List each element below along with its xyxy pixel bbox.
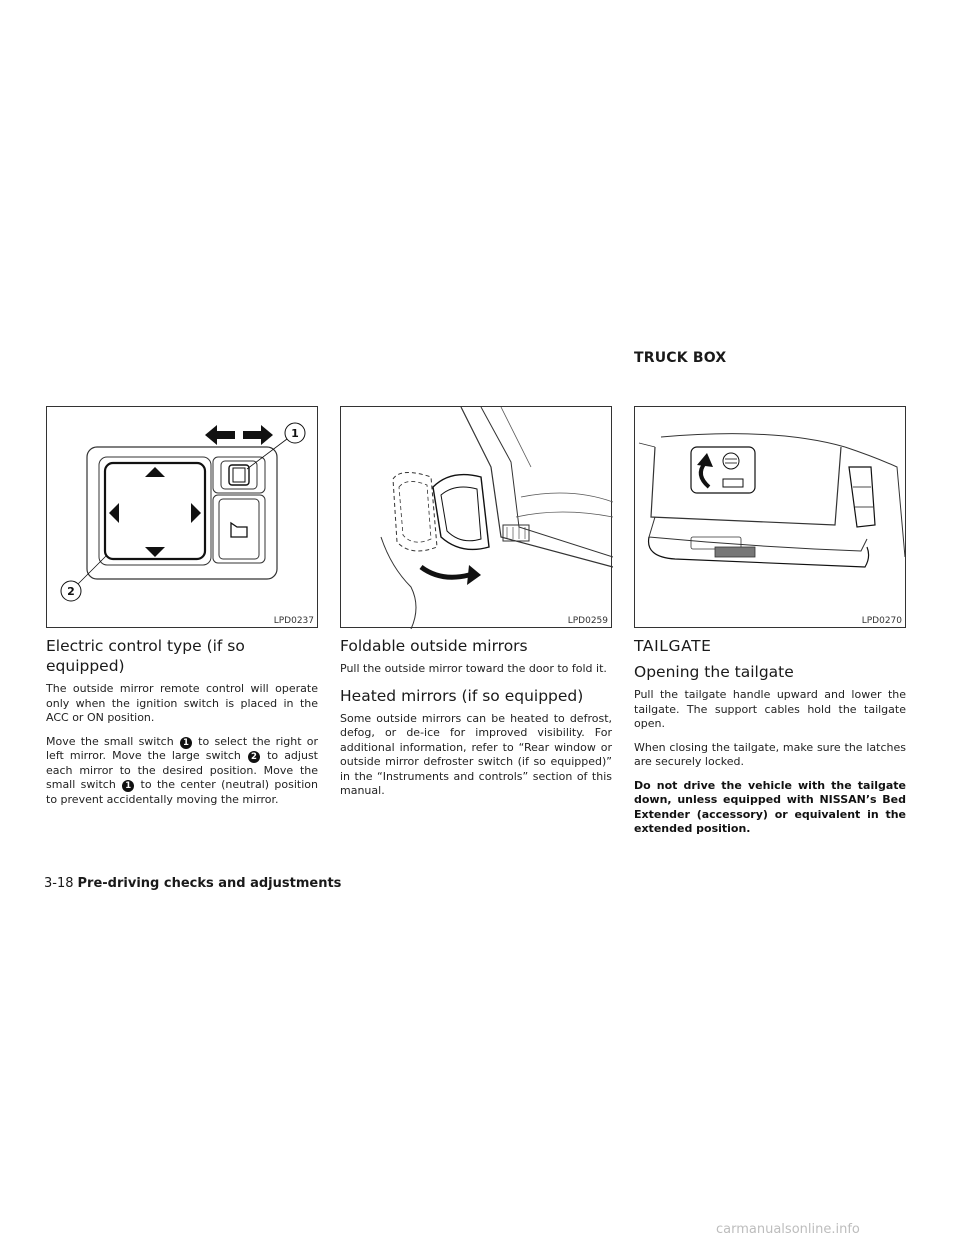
text-segment: to select the right or left mirror. Move the large switch: [46, 734, 319, 762]
callout-badge-1: 1: [122, 780, 134, 792]
callout-2: 2: [67, 585, 75, 598]
paragraph-heated: Some outside mirrors can be heated to defrost, defog, or de-ice for improved visibility. For additional information, refer to “Rear window or outside mirror defroster switch (if so equipped)” in the “Instruments and controls” section of this manual.: [340, 711, 612, 797]
callout-badge-2: 2: [248, 751, 260, 763]
figure-tailgate: [634, 406, 906, 628]
heading-opening-tailgate: Opening the tailgate: [634, 663, 794, 681]
figure-code: LPD0270: [861, 616, 902, 626]
mirror-control-illustration: [47, 407, 319, 629]
paragraph-foldable: Pull the outside mirror toward the door to fold it.: [340, 662, 607, 675]
paragraph-remote-control: The outside mirror remote control will operate only when the ignition switch is placed in the ACC or ON position.: [46, 682, 318, 724]
text-segment: to the center (neutral) position to prevent accidentally moving the mirror.: [46, 778, 318, 806]
heading-tailgate: TAILGATE: [634, 637, 712, 655]
foldable-mirror-illustration: [341, 407, 613, 629]
column-tailgate: [634, 636, 906, 846]
heading-foldable-mirrors: Foldable outside mirrors: [340, 637, 528, 655]
column-mirrors: [340, 636, 612, 808]
figure-code: LPD0259: [567, 616, 608, 626]
callout-badge-1: 1: [180, 737, 192, 749]
section-header: TRUCK BOX: [634, 350, 727, 366]
page-footer: [44, 876, 341, 891]
text-segment: to adjust each mirror to the desired position. Move the small switch: [46, 749, 318, 791]
callout-1: 1: [291, 427, 299, 440]
paragraph-switch-instructions: [46, 735, 318, 808]
figure-code: LPD0237: [273, 616, 314, 626]
page-number: 3-18: [44, 876, 74, 891]
heading-electric-control: Electric control type (if so equipped): [46, 637, 245, 675]
figure-mirror-control: [46, 406, 318, 628]
figure-foldable-mirror: [340, 406, 612, 628]
column-electric-control: [46, 636, 318, 816]
watermark: carmanualsonline.info: [716, 1222, 860, 1237]
heading-heated-mirrors: Heated mirrors (if so equipped): [340, 686, 584, 705]
paragraph-opening: Pull the tailgate handle upward and lower the tailgate. The support cables hold the tailgate open.: [634, 688, 906, 730]
tailgate-illustration: [635, 407, 907, 629]
paragraph-warning: Do not drive the vehicle with the tailgate down, unless equipped with NISSAN’s Bed Extender (accessory) or equivalent in the extended position.: [634, 778, 906, 835]
paragraph-closing: When closing the tailgate, make sure the latches are securely locked.: [634, 740, 906, 768]
section-title: Pre-driving checks and adjustments: [77, 876, 342, 891]
text-segment: Move the small switch: [46, 734, 179, 748]
